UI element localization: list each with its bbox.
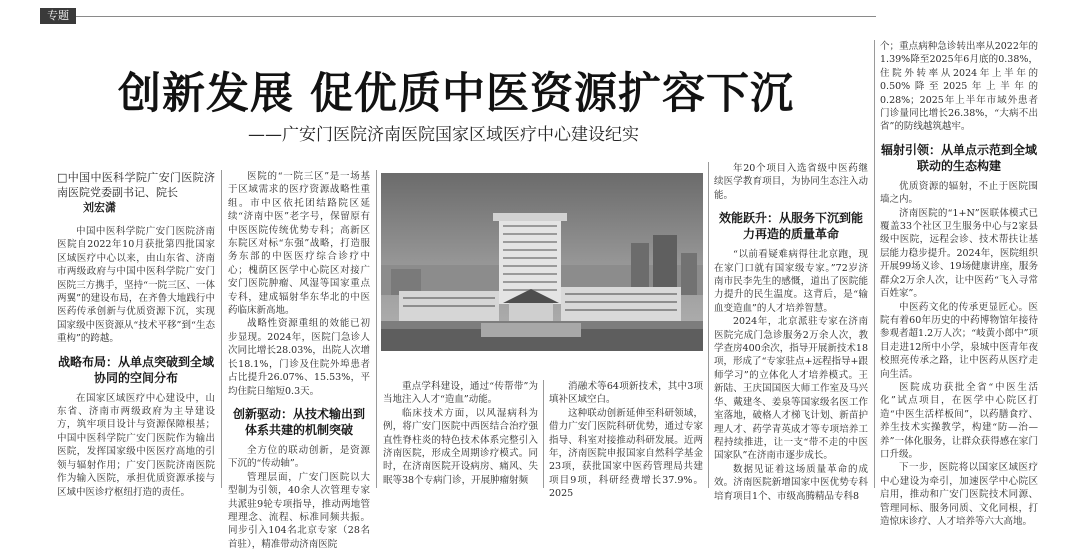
- paragraph: 数据见证着这场质量革命的成效。济南医院新增国家中医优势专科培育项目1个、市级高腾精品专科8: [714, 463, 868, 502]
- paragraph: 消融术等64项新技术，其中3项填补区域空白。: [549, 381, 703, 406]
- paragraph: 这种联动创新延伸至科研领域，借力广安门医院科研优势，通过专家指导、科室对接推动科研发展。近两年，济南医院申报国家自然科学基金23项，获批国家中医药管理局共建项目9项，科研经费增长37.9%。2025: [549, 407, 703, 500]
- paragraph: 中国中医科学院广安门医院济南医院自2022年10月获批第四批国家区域医疗中心以来，由山东省、济南市两级政府与中国中医科学院广安门医院三方携手，坚持“一院三区、一体两翼”的建设布局，在齐鲁大地践行中医药传承创新与优质资源下沉，实现国家级中医资源从“技术平移”到“生态重构”的跨越。: [57, 226, 215, 345]
- paragraph: 医院的“一院三区”是一场基于区域需求的医疗资源战略性重组。市中区依托团结路院区延续“济南中医”老字号，保留原有中医医院传统优势专科；高新区东院区对标“东强”战略，打造服务东部的中医医疗综合诊疗中心；槐荫区医学中心院区对接广安门医院肿瘤、风湿等国家重点专科，建成辐射华东华北的中医药临床新高地。: [228, 171, 370, 317]
- paragraph: 下一步，医院将以国家区域医疗中心建设为牵引，加速医学中心院区启用，推动和广安门医院技术同源、管理同标、服务同质、文化同根，打造惊床诊疗、人才培养等六大高地。: [880, 462, 1038, 527]
- paragraph: 临床技术方面，以风湿病科为例，将广安门医院中西医结合治疗强直性脊柱炎的特色技术体系完整引入济南医院，形成全周期诊疗模式。同时，在济南医院开设病房、痛风、失眠等38个专病门诊，开展肿瘤射频: [383, 407, 538, 486]
- paragraph: 医院成功获批全省“中医生活化”试点项目，在医学中心院区打造“中医生活样板间”，以药膳食疗、养生技术实操教学，构建“防—治—养”一体化服务，让群众获得感在家门口升级。: [880, 381, 1038, 460]
- column-divider: [543, 380, 544, 488]
- section-tab: 专题: [40, 8, 76, 24]
- section-heading-radiation: 辐射引领：从单点示范到全域联动的生态构建: [880, 142, 1037, 173]
- hospital-building-image: [381, 173, 703, 351]
- byline-title: □中国中医科学院广安门医院济南医院党委副书记、院长: [57, 171, 215, 199]
- paragraph: 战略性资源重组的效能已初步显现。2024年，医院门急诊人次同比增长28.03%，出院人次增长18.1%，门诊及住院外埠患者占比提升26.07%、15.53%，平均住院日缩短0.3天。: [228, 318, 370, 397]
- paragraph: 优质资源的辐射，不止于医院围墙之内。: [880, 180, 1038, 206]
- column-1: [57, 170, 215, 498]
- column-5: [714, 162, 868, 502]
- article-subheadline: ——广安门医院济南医院国家区域医疗中心建设纪实: [248, 125, 639, 145]
- column-2: [228, 170, 370, 550]
- byline-author: 刘宏潇: [83, 201, 116, 214]
- column-divider: [708, 162, 709, 488]
- hospital-photo: [381, 173, 703, 351]
- top-rule: [76, 16, 876, 17]
- paragraph: 个；重点病种急诊转出率从2022年的1.39%降至2025年6月底的0.38%，住院外转率从2024年上半年的0.50%降至2025年上半年的0.28%；2025年上半年市域外患者门诊量同比增长26.38%，“大病不出省”的防线越筑越牢。: [880, 41, 1038, 133]
- byline: [57, 170, 215, 215]
- column-6: [880, 40, 1038, 527]
- article-headline: 创新发展 促优质中医资源扩容下沉: [118, 69, 794, 119]
- column-4: [549, 380, 703, 500]
- section-heading-strategy: 战略布局：从单点突破到全域协同的空间分布: [57, 354, 214, 385]
- column-divider: [874, 40, 875, 488]
- paragraph: 2024年，北京派驻专家在济南医院完成门急诊服务2万余人次，教学查房400余次，指导开展新技术18项，形成了“专家驻点+远程指导+跟师学习”的立体化人才培养模式。王新陆、王庆国国医大师工作室及马兴华、戴建冬、姜泉等国家级名医工作室落地，破格人才梯飞计划、新苗护理人才、药学青英成才等专项培养工程持续推进，让一支“带不走的中医国家队”在济南市逐步成长。: [714, 316, 868, 462]
- paragraph: 中医药文化的传承更显匠心。医院有着60年历史的中药博物馆年接待参观者超1.2万人次；“岐黄小郎中”项目走进12所中小学，泉城中医青年夜校照亮传承之路，让中医药从医疗走向生活。: [880, 301, 1038, 380]
- column-3: [383, 380, 538, 488]
- section-heading-innovation: 创新驱动：从技术输出到体系共建的机制突破: [232, 406, 365, 437]
- paragraph: 在国家区域医疗中心建设中，山东省、济南市两级政府为主导建设方，筑牢项目设计与资源保障根基；中国中医科学院广安门医院作为输出医院，发挥国家级中医医疗高地的引领与辐射作用；广安门医院济南医院作为输入医院，承担优质资源承接与区域中医诊疗枢纽打造的责任。: [57, 392, 215, 498]
- paragraph: 济南医院的“1+N”医联体模式已覆盖33个社区卫生服务中心与2家县级中医院，远程会诊、技术帮扶让基层能力稳步提升。2024年，医院组织开展99场义诊、19场健康讲座，服务群众2万余人次，让中医药“飞入寻常百姓家”。: [880, 207, 1038, 300]
- paragraph: 全方位的联动创新，是资源下沉的“传动轴”。: [228, 444, 370, 470]
- column-divider: [376, 170, 377, 488]
- paragraph: 重点学科建设，通过“传帮带”为当地注入人才“造血”动能。: [383, 381, 538, 406]
- column-divider: [221, 170, 222, 488]
- paragraph: “以前看疑难病得往北京跑，现在家门口就有国家级专家。”72岁济南市民李先生的感慨，道出了医院能力提升的民生温度。这背后，是“输血变造血”的人才培养智慧。: [714, 249, 868, 314]
- paragraph: 管理层面，广安门医院以大型制为引领，40余人次管理专家共派驻9轮专项指导，推动两地管理理念、流程、标准同频共振。同步引入104名北京专家（28名首驻），精准带动济南医院: [228, 471, 370, 550]
- section-heading-efficiency: 效能跃升：从服务下沉到能力再造的质量革命: [718, 211, 863, 242]
- paragraph: 年20个项目入选省级中医药继续医学教育项目，为协同生态注入动能。: [714, 163, 868, 201]
